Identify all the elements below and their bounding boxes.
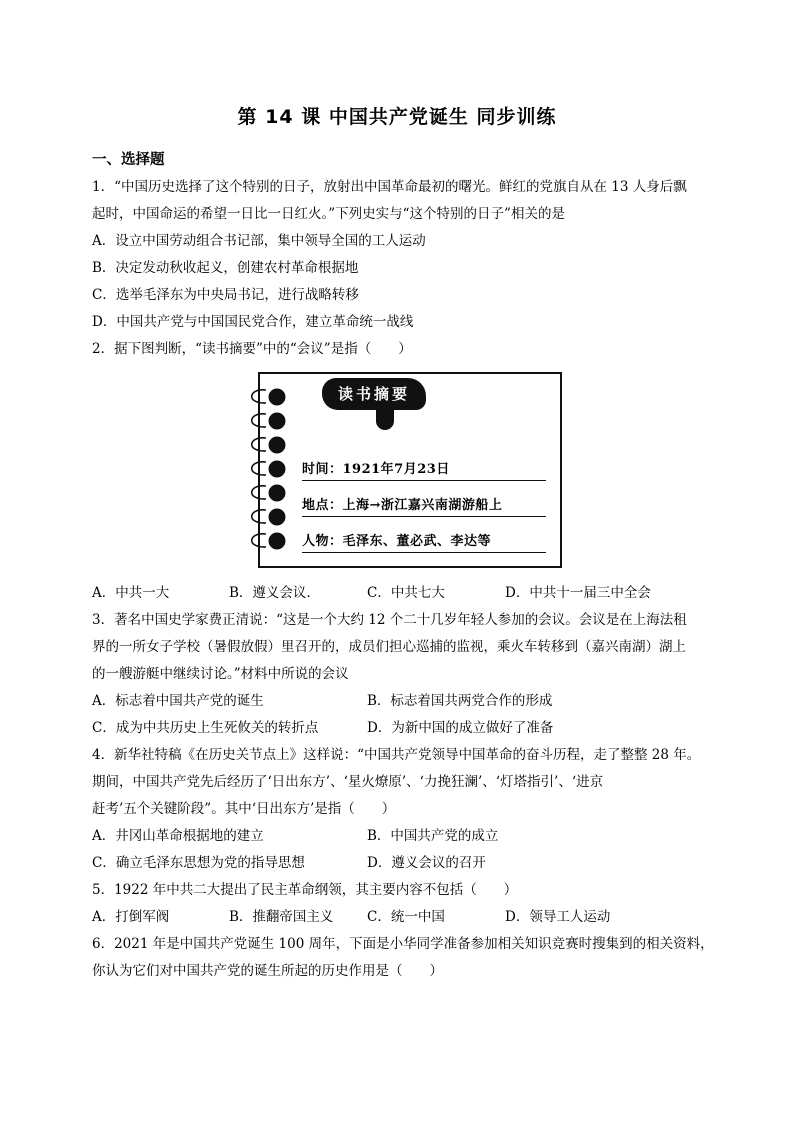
binder-ring-icon [244,434,290,456]
section-heading: 一、选择题 [92,152,165,168]
question-1-line-2: 起时，中国命运的希望一日比一日红火。”下列史实与“这个特别的日子”相关的是 [92,206,565,222]
question-3-option-d: D．为新中国的成立做好了准备 [367,720,554,736]
question-1-option-c: C．选举毛泽东为中央局书记，进行战略转移 [92,287,359,303]
question-3-line-3: 的一艘游艇中继续讨论。”材料中所说的会议 [92,666,349,682]
question-2-option-a: A．中共一大 [92,585,170,601]
binder-ring-icon [244,410,290,432]
question-3-line-2: 界的一所女子学校（暑假放假）里召开的，成员们担心巡捕的监视，乘火车转移到（嘉兴南湖）湖上 [92,639,686,655]
question-2-option-d: D．中共十一届三中全会 [505,585,651,601]
question-2-options [92,584,712,602]
question-4-option-d: D．遵义会议的召开 [367,855,486,871]
page-title: 第 14 课 中国共产党诞生 同步训练 [237,106,557,128]
question-5-option-d: D．领导工人运动 [505,909,611,925]
question-5-option-b: B．推翻帝国主义 [229,909,334,925]
notes-people-row: 人物：毛泽东、董必武、李达等 [302,534,492,549]
question-6-line-1: 6．2021 年是中国共产党诞生 100 周年，下面是小华同学准备参加相关知识竞赛时搜集到的相关资料， [92,936,714,952]
question-4-line-2: 期间，中国共产党先后经历了‘日出东方’、‘星火燎原’、‘力挽狂澜’、‘灯塔指引’、‘进京 [92,774,604,790]
question-5-line-1: 5．1922 年中共二大提出了民主革命纲领，其主要内容不包括（ ） [92,882,518,898]
question-2-line-1: 2．据下图判断，“读书摘要”中的“会议”是指（ ） [92,341,412,357]
question-5-option-c: C．统一中国 [367,909,445,925]
notebook-page [258,372,562,568]
notes-time-row: 时间：1921年7月23日 [302,462,450,477]
notes-divider [302,552,546,553]
question-3-options-row-2 [92,719,712,737]
binder-ring-icon [244,386,290,408]
question-3-line-1: 3．著名中国史学家费正清说：“这是一个大约 12 个二十几岁年轻人参加的会议。会议是在上海法租 [92,612,687,628]
question-1-option-d: D．中国共产党与中国国民党合作，建立革命统一战线 [92,314,414,330]
question-1-option-b: B．决定发动秋收起义，创建农村革命根据地 [92,260,359,276]
question-4-options-row-2 [92,854,712,872]
question-6-line-2: 你认为它们对中国共产党的诞生所起的历史作用是（ ） [92,963,443,979]
question-3-option-b: B．标志着国共两党合作的形成 [367,693,553,709]
question-4-line-3: 赶考’五个关键阶段”。其中‘日出东方’是指（ ） [92,801,396,817]
question-5-option-a: A．打倒军阀 [92,909,170,925]
question-1-line-1: 1．“中国历史选择了这个特别的日子，放射出中国革命最初的曙光。鲜红的党旗自从在 13 人身后飘 [92,179,687,195]
badge-drip-decoration [376,404,394,430]
question-2-option-c: C．中共七大 [367,585,445,601]
reading-notes-badge: 读书摘要 [322,378,426,410]
question-5-options [92,908,712,926]
question-2-option-b: B．遵义会议. [229,585,311,601]
notes-divider [302,480,546,481]
binder-ring-icon [244,530,290,552]
question-3-option-c: C．成为中共历史上生死攸关的转折点 [92,720,319,736]
question-1-option-a: A．设立中国劳动组合书记部，集中领导全国的工人运动 [92,233,426,249]
question-3-options-row-1 [92,692,712,710]
question-4-options-row-1 [92,827,712,845]
question-3-option-a: A．标志着中国共产党的诞生 [92,693,264,709]
reading-notes-figure [244,370,564,568]
question-4-option-b: B．中国共产党的成立 [367,828,499,844]
binder-ring-icon [244,458,290,480]
question-4-option-a: A．井冈山革命根据地的建立 [92,828,264,844]
binder-ring-icon [244,482,290,504]
notes-place-row: 地点：上海→浙江嘉兴南湖游船上 [302,498,503,513]
binder-ring-icon [244,506,290,528]
notes-divider [302,516,546,517]
question-4-line-1: 4．新华社特稿《在历史关节点上》这样说：“中国共产党领导中国革命的奋斗历程，走了整整 28 年。 [92,747,701,763]
question-4-option-c: C．确立毛泽东思想为党的指导思想 [92,855,305,871]
